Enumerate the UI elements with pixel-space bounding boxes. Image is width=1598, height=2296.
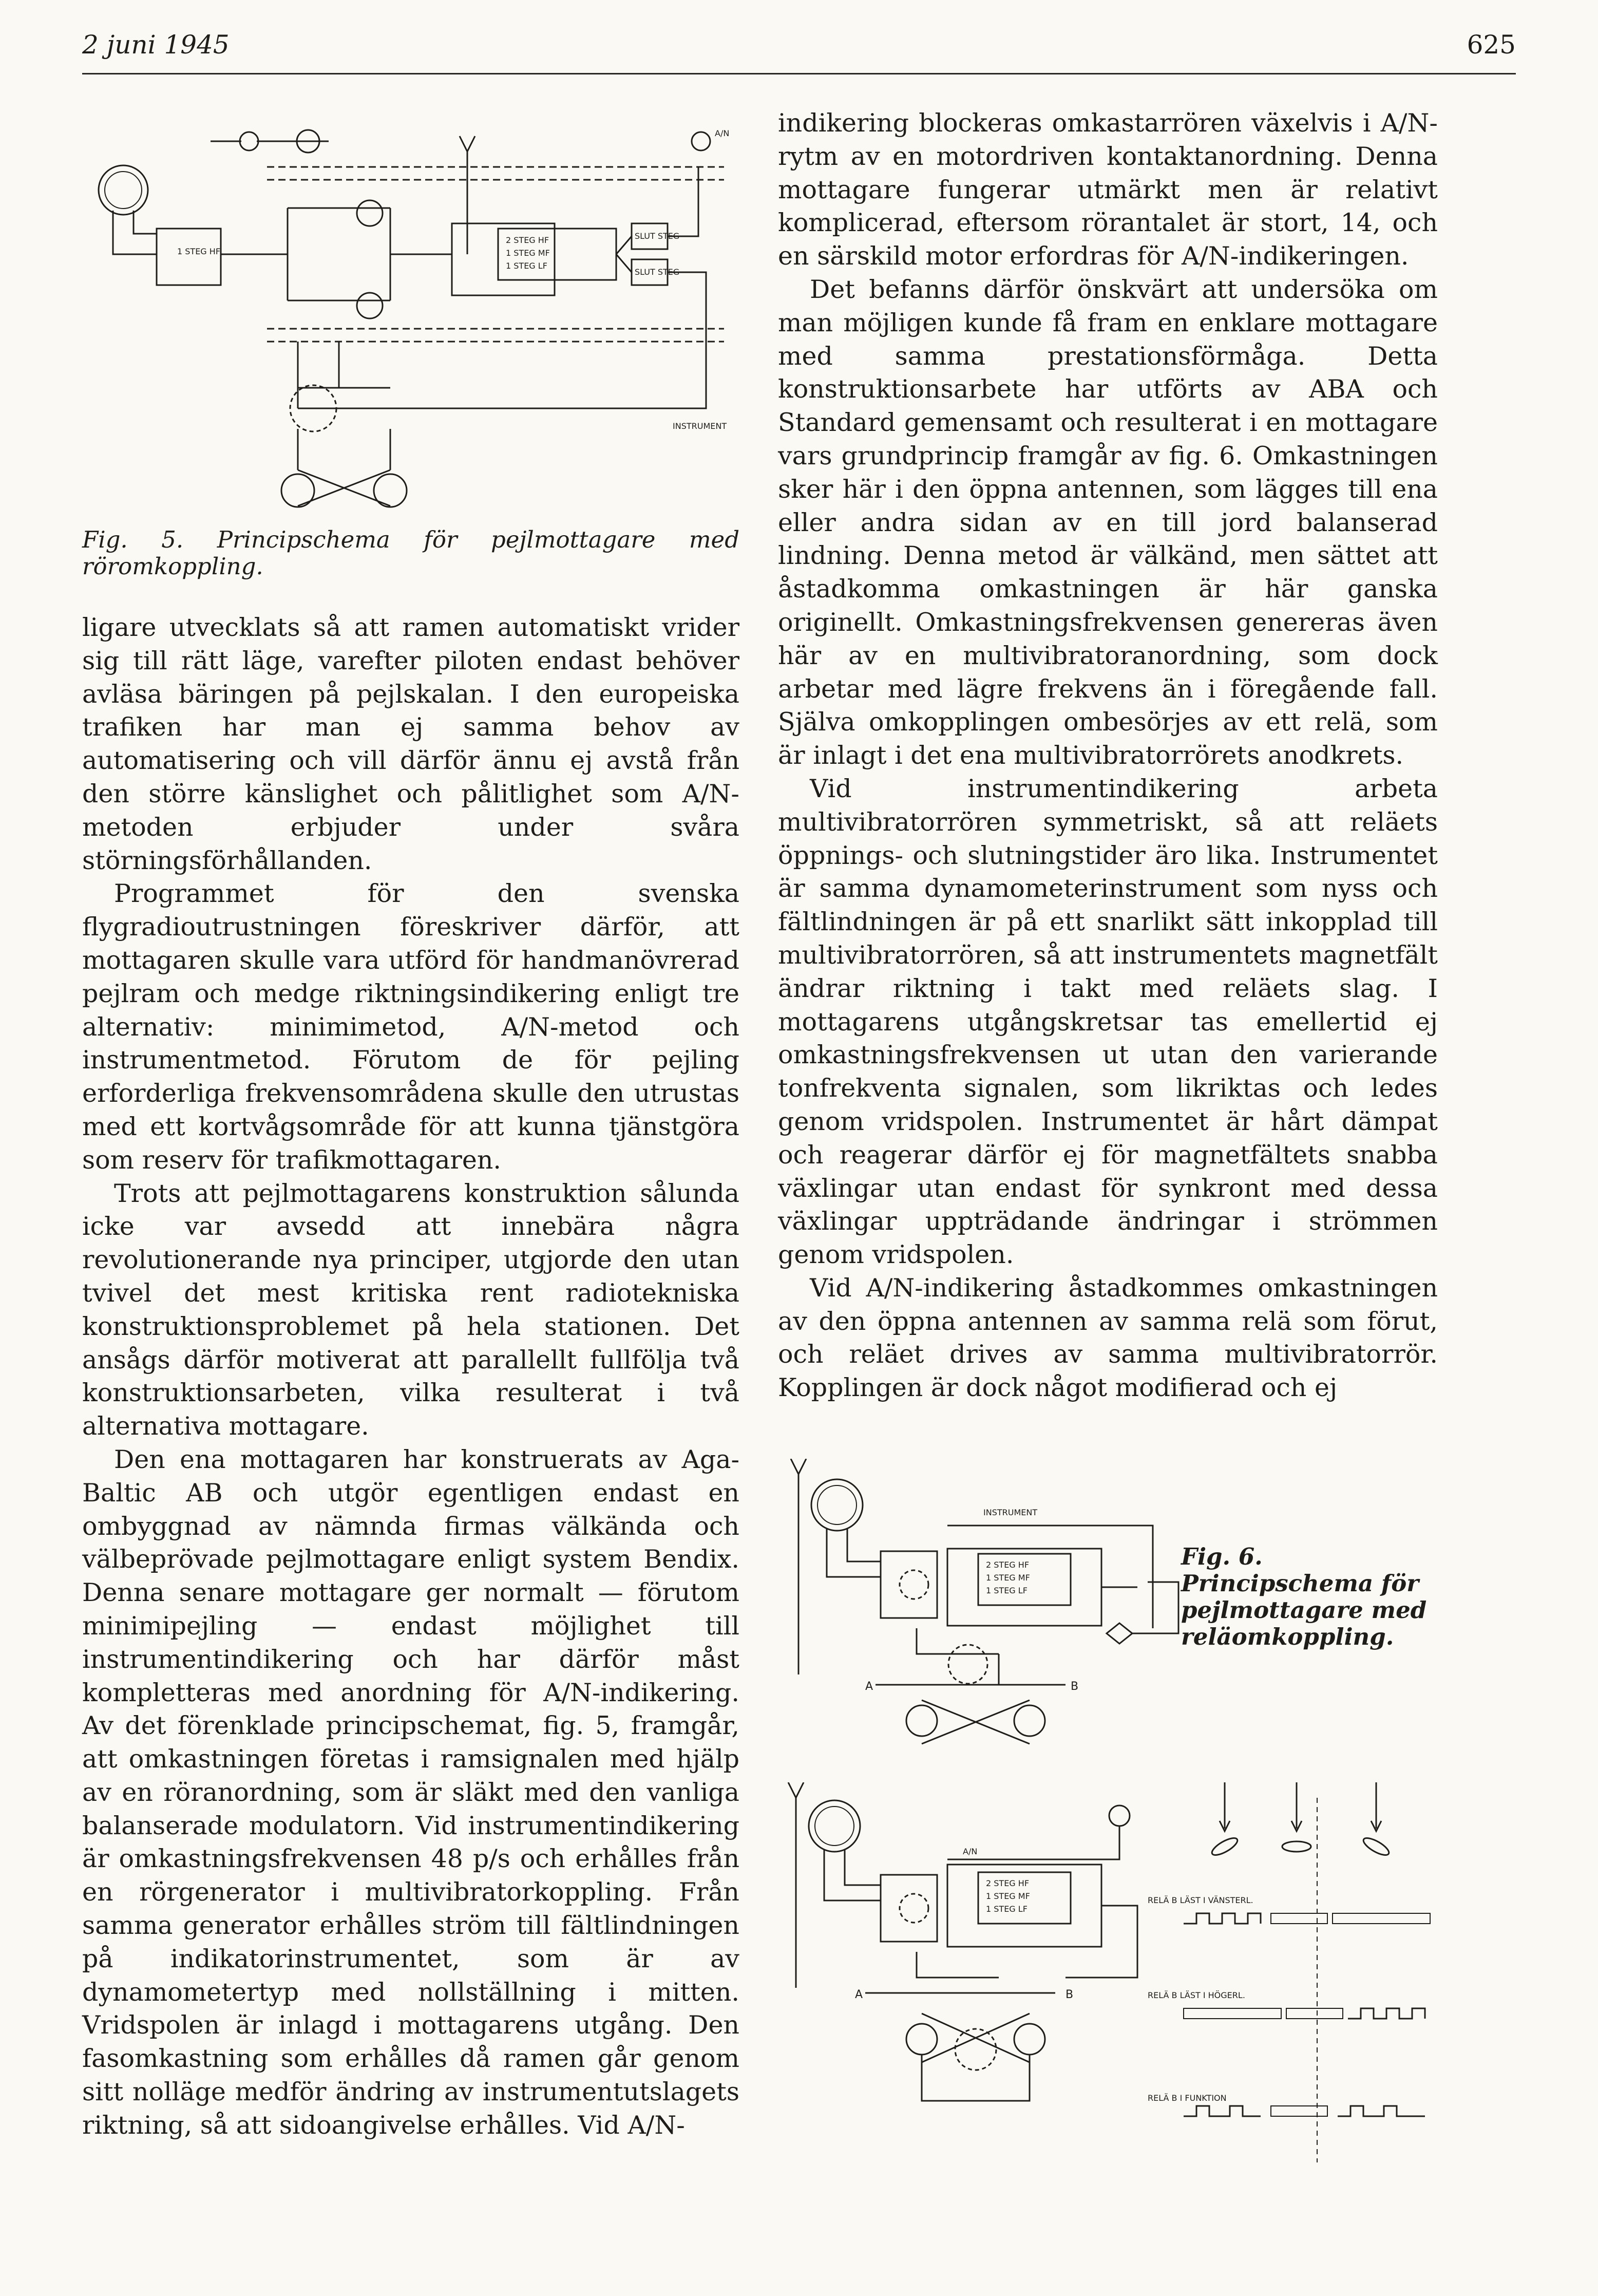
stage-label-3: 1 STEG LF: [986, 1586, 1028, 1595]
timing-row-2-label: RELÄ B LÄST I HÖGERL.: [1148, 1990, 1245, 2000]
paragraph: indikering blockeras omkastarrören växelvis i A/N-rytm av en motordriven kontaktanordning. Denna mottagare fungerar utmärkt men är relativt komplicerad, eftersom rörantalet är stort, 14, och en särskild motor erfordras för A/N-indikeringen.: [778, 108, 1438, 271]
paragraph: Vid A/N-indikering åstadkommes omkastningen av den öppna antennen av samma relä som förut, och reläet drives av samma multivibratorrör. Kopplingen är dock något modifierad och ej: [778, 1273, 1438, 1403]
stage-label-3: 1 STEG LF: [986, 1904, 1028, 1914]
label-a: A: [855, 1988, 863, 2001]
timing-row-1-label: RELÄ B LÄST I VÄNSTERL.: [1148, 1895, 1253, 1905]
an-label: A/N: [963, 1847, 978, 1856]
label-a: A: [865, 1680, 873, 1693]
loop-antenna: [99, 165, 148, 215]
header-rule: [82, 73, 1516, 74]
paragraph: ligare utvecklats så att ramen automatiskt vrider sig till rätt läge, varefter piloten endast behöver avläsa bäringen på pejlskalan. I den europeiska trafiken har man ej samma behov av automatisering och vill därför ännu ej avstå från den större känslighet och pålitlighet som A/N-metoden erbjuder under svåra störningsförhållanden.: [82, 613, 739, 875]
page-header: [82, 30, 1516, 76]
an-label: A/N: [715, 128, 730, 138]
tube-upper: [357, 200, 383, 226]
instrument-label: INSTRUMENT: [983, 1508, 1038, 1517]
multivibrator-tube-2: [1014, 1705, 1045, 1736]
figure-7-schematic-and-timing: [778, 1782, 1440, 2173]
pulse-train-3b: [1338, 2106, 1425, 2116]
headphones-icon: [1109, 1805, 1130, 1826]
stage-label-3: 1 STEG LF: [506, 261, 547, 271]
page-number: 625: [1467, 30, 1516, 60]
paragraph: Programmet för den svenska flygradioutrustningen föreskriver därför, att mottagaren skulle vara utförd för handmanövrerad pejlram och medge riktningsindikering enligt tre alternativ: minimimetod, A/N-metod och instrumentmetod. Förutom de för pejling erforderliga frekvensområdena skulle den utrustas med ett kortvågsområde för att kunna tjänstgöra som reserv för trafikmottagaren.: [82, 879, 739, 1175]
label-b: B: [1066, 1988, 1074, 2001]
left-column-text: [82, 611, 739, 2142]
rectifier-bridge: [1107, 1623, 1132, 1644]
rf-stage-box: [157, 229, 221, 285]
relay: [948, 1645, 987, 1684]
modulator-tube-1: [240, 132, 258, 150]
paragraph: Det befanns därför önskvärt att undersöka om man möjligen kunde få fram en enklare mottagare med samma prestationsförmåga. Detta konstruktionsarbete har utförts av ABA och Standard gemensamt och resulterat i en mottagare vars grundprincip framgår av fig. 6. Omkastningen sker här i den öppna antennen, som lägges till ena eller andra sidan av en till jord balanserad lindning. Denna metod är välkänd, men sättet att åstadkomma omkastningen är här ganska originellt. Omkastningsfrekvensen genereras även här av en multivibratoranordning, som dock arbetar med lägre frekvens än i föregående fall. Själva omkopplingen ombesörjes av ett relä, som är inlagt i det ena multivibratorrörets anodkrets.: [778, 274, 1438, 770]
paragraph: Den ena mottagaren har konstruerats av Aga-Baltic AB och utgör egentligen endast en ombyggnad av nämnda firmas välkända och välbeprövade pejlmottagare enligt system Bendix. Denna senare mottagare ger normalt — förutom minimipejling — endast möjlighet till instrumentindikering och har därför måst kompletteras med anordning för A/N-indikering. Av det förenklade principschemat, fig. 5, framgår, att omkastningen företas i ramsignalen med hjälp av en röranordning, som är släkt med den vanliga balanserade modulatorn. Vid instrumentindikering är omkastningsfrekvensen 48 p/s och erhålles från en rörgenerator i multivibratorkoppling. Från samma generator erhålles ström till fältlindningen på indikatorinstrumentet, som är av dynamometertyp med nollställning i mitten. Vridspolen är inlagd i mottagarens utgång. Den fasomkastning som erhålles då ramen går genom sitt nolläge medför ändring av instrumentutslagets riktning, så att sidoangivelse erhålles. Vid A/N-: [82, 1444, 739, 2140]
slut-steg-label-1: SLUT STEG: [635, 231, 680, 241]
multivibrator-tube-2: [1014, 2024, 1045, 2055]
loop-antenna: [809, 1800, 860, 1852]
label-b: B: [1071, 1680, 1079, 1693]
headphones-icon: [692, 132, 710, 150]
stage-label-1: 2 STEG HF: [506, 235, 549, 245]
stage-label-1: 2 STEG HF: [986, 1560, 1030, 1570]
slut-steg-label-2: SLUT STEG: [635, 267, 680, 277]
pulse-train-2: [1348, 2008, 1425, 2019]
figure-5-caption: Fig. 5. Principschema för pejlmottagare med röromkoppling.: [82, 526, 739, 580]
relay: [955, 2029, 996, 2070]
multivibrator-tube-1: [906, 1705, 937, 1736]
pulse-train-1: [1184, 1913, 1261, 1924]
multivibrator-tube-1: [906, 2024, 937, 2055]
pulse-train-3a: [1184, 2106, 1261, 2116]
stage-label-1: 2 STEG HF: [986, 1878, 1030, 1888]
stage-label-2: 1 STEG MF: [506, 248, 550, 258]
tube-lower: [357, 293, 383, 318]
paragraph: Vid instrumentindikering arbeta multivibratorrören symmetriskt, så att reläets öppnings- och slutningstider äro lika. Instrumentet är samma dynamometerinstrument som nyss och fältlindningen är på ett snarlikt sätt inkopplad till multivibratorrören, så att instrumentets magnetfält ändrar riktning i takt med reläets slag. I mottagarens utgångskretsar tas emellertid ej omkastningsfrekvensen ut utan den varierande tonfrekventa signalen, som likriktas och ledes genom vridspolen. Instrumentet är hårt dämpat och reagerar därför ej för magnetfältets snabba växlingar utan endast för synkront med dessa växlingar uppträdande ändringar i strömmen genom vridspolen.: [778, 774, 1438, 1270]
stage-label-2: 1 STEG MF: [986, 1573, 1030, 1583]
rf-stage-label: 1 STEG HF: [177, 247, 221, 256]
right-column-text: [778, 107, 1438, 1405]
figure-6-caption: Fig. 6. Principschema för pejlmottagare med reläomkoppling.: [1181, 1543, 1427, 1650]
figure-5-schematic: [82, 100, 739, 521]
instrument-label: INSTRUMENT: [673, 421, 727, 431]
stage-label-2: 1 STEG MF: [986, 1891, 1030, 1901]
timing-row-3-label: RELÄ B I FUNKTION: [1148, 2093, 1227, 2103]
issue-date: 2 juni 1945: [82, 30, 230, 60]
paragraph: Trots att pejlmottagarens konstruktion sålunda icke var avsedd att innebära några revolutionerande nya principer, utgjorde den utan tvivel det mest kritiska rent radiotekniska konstruktionsproblemet på hela stationen. Det ansågs därför motiverat att parallellt fullfölja två konstruktionsarbeten, vilka resulterat i två alternativa mottagare.: [82, 1178, 739, 1441]
loop-antenna: [811, 1479, 863, 1531]
